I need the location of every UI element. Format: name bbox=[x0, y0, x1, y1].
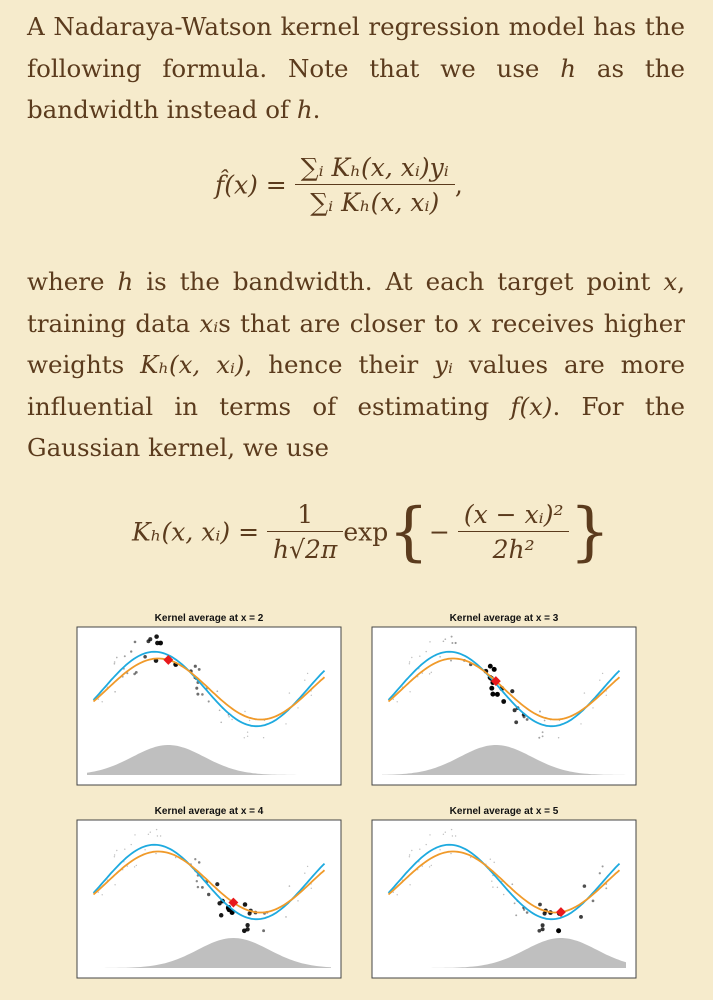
training-point bbox=[497, 887, 498, 888]
training-point bbox=[599, 872, 601, 874]
exponent-numerator: (x − xᵢ)² bbox=[463, 500, 564, 529]
training-point bbox=[219, 913, 224, 918]
training-point bbox=[198, 668, 201, 671]
kernel-average-plots bbox=[0, 605, 713, 1000]
training-point bbox=[606, 695, 607, 696]
training-point bbox=[526, 911, 529, 914]
training-point bbox=[429, 866, 430, 867]
training-point bbox=[491, 880, 492, 881]
exponent-fraction bbox=[458, 500, 570, 564]
training-point bbox=[514, 902, 516, 904]
training-point bbox=[124, 849, 125, 850]
training-point bbox=[157, 835, 158, 836]
formula-numerator: ∑ᵢ Kₕ(x, xᵢ)yᵢ bbox=[300, 153, 449, 182]
exp-label: exp bbox=[343, 517, 389, 547]
training-point bbox=[444, 638, 446, 640]
training-point bbox=[307, 673, 308, 674]
coefficient-numerator: 1 bbox=[297, 500, 314, 529]
training-point bbox=[304, 872, 305, 873]
training-point bbox=[556, 928, 561, 933]
training-point bbox=[102, 894, 103, 895]
training-point bbox=[155, 641, 160, 646]
training-point bbox=[397, 701, 398, 702]
training-point bbox=[134, 866, 135, 867]
training-point bbox=[249, 720, 250, 721]
training-point bbox=[231, 719, 232, 720]
training-point bbox=[207, 893, 210, 896]
training-point bbox=[490, 692, 495, 697]
training-point bbox=[501, 699, 506, 704]
training-point bbox=[599, 680, 600, 681]
intro-text: as the bandwidth instead of bbox=[27, 53, 685, 124]
explanation-text: , hence their bbox=[244, 350, 435, 379]
training-point bbox=[297, 707, 298, 708]
training-point bbox=[429, 673, 430, 674]
training-point bbox=[419, 849, 420, 850]
symbol-h: h bbox=[296, 95, 313, 124]
left-brace: { bbox=[388, 495, 429, 569]
training-point bbox=[285, 723, 286, 724]
training-point bbox=[537, 929, 541, 933]
training-point bbox=[419, 655, 420, 656]
training-point bbox=[580, 723, 581, 724]
training-point bbox=[592, 707, 593, 708]
training-point bbox=[490, 858, 491, 859]
training-point bbox=[150, 832, 151, 833]
explanation-text: is the bandwidth. At each target point bbox=[133, 267, 664, 296]
training-point bbox=[539, 711, 541, 713]
training-point bbox=[285, 916, 287, 918]
training-point bbox=[510, 689, 514, 693]
training-point bbox=[307, 866, 308, 867]
training-point bbox=[514, 720, 518, 724]
training-point bbox=[451, 829, 452, 830]
training-point bbox=[431, 672, 432, 673]
training-point bbox=[194, 858, 196, 860]
training-point bbox=[243, 902, 248, 907]
training-point bbox=[114, 884, 115, 885]
training-point bbox=[101, 701, 102, 702]
training-point bbox=[409, 884, 410, 885]
explanation-text: . For the Gaussian kernel, we use bbox=[27, 391, 686, 462]
training-point bbox=[542, 731, 544, 733]
training-point bbox=[538, 737, 540, 739]
training-point bbox=[219, 709, 221, 711]
symbol-h: h bbox=[117, 267, 134, 296]
gaussian-kernel-formula bbox=[132, 495, 611, 569]
training-point bbox=[439, 656, 441, 658]
training-point bbox=[511, 883, 513, 885]
training-point bbox=[289, 885, 291, 887]
training-point bbox=[245, 923, 249, 927]
training-point bbox=[197, 886, 199, 888]
training-point bbox=[244, 711, 245, 712]
training-point bbox=[425, 651, 426, 652]
formula-denominator: ∑ᵢ Kₕ(x, xᵢ) bbox=[295, 184, 455, 217]
intro-paragraph bbox=[27, 6, 685, 131]
training-point bbox=[220, 721, 222, 723]
kernel-coefficient bbox=[267, 500, 343, 564]
training-point bbox=[160, 835, 161, 836]
training-point bbox=[492, 886, 493, 887]
training-point bbox=[450, 660, 452, 662]
explanation-paragraph bbox=[27, 261, 685, 469]
training-point bbox=[409, 856, 410, 857]
training-point bbox=[143, 655, 147, 659]
training-point bbox=[136, 865, 137, 866]
panel-title: Kernel average at x = 3 bbox=[449, 613, 559, 624]
training-point bbox=[116, 850, 117, 851]
training-point bbox=[429, 641, 430, 642]
symbol-kernel: Kₕ(x, xᵢ) bbox=[140, 350, 245, 379]
explanation-text: values are more influential in terms of estimating bbox=[27, 350, 685, 421]
training-point bbox=[131, 844, 132, 845]
training-point bbox=[450, 853, 451, 854]
training-point bbox=[583, 884, 587, 888]
symbol-yi: yᵢ bbox=[434, 350, 453, 379]
training-point bbox=[544, 720, 546, 722]
training-point bbox=[114, 691, 116, 693]
training-point bbox=[155, 853, 156, 854]
training-point bbox=[195, 687, 198, 690]
training-point bbox=[429, 834, 430, 835]
training-point bbox=[538, 903, 542, 907]
training-point bbox=[513, 708, 517, 712]
training-point bbox=[515, 914, 517, 916]
training-point bbox=[492, 667, 497, 672]
plot-panel bbox=[77, 613, 341, 785]
training-point bbox=[592, 900, 595, 903]
plot-panel bbox=[372, 613, 636, 785]
plot-panel bbox=[372, 806, 636, 978]
training-point bbox=[451, 636, 453, 638]
training-point bbox=[144, 849, 145, 850]
intro-text: . bbox=[312, 95, 321, 124]
explanation-text: s that are closer to bbox=[218, 308, 469, 338]
exponent-denominator: 2h² bbox=[458, 531, 570, 564]
training-point bbox=[526, 718, 529, 721]
explanation-text: where bbox=[27, 267, 118, 296]
training-point bbox=[311, 888, 312, 889]
training-point bbox=[503, 894, 505, 896]
training-point bbox=[116, 657, 118, 659]
training-point bbox=[495, 692, 500, 697]
training-point bbox=[397, 894, 398, 895]
training-point bbox=[228, 716, 230, 718]
training-point bbox=[602, 673, 603, 674]
training-point bbox=[579, 915, 583, 919]
training-point bbox=[411, 657, 412, 658]
training-point bbox=[154, 634, 159, 639]
training-point bbox=[452, 835, 453, 836]
training-point bbox=[148, 834, 149, 835]
formula-comma: , bbox=[454, 170, 463, 200]
training-point bbox=[289, 692, 290, 693]
training-point bbox=[558, 737, 559, 738]
training-point bbox=[409, 661, 410, 662]
training-point bbox=[489, 686, 494, 691]
training-point bbox=[445, 832, 446, 833]
training-point bbox=[244, 737, 245, 738]
panel-title: Kernel average at x = 2 bbox=[154, 613, 264, 624]
training-point bbox=[245, 927, 249, 931]
symbol-fx: f(x) bbox=[510, 391, 553, 421]
training-point bbox=[443, 834, 444, 835]
training-point bbox=[215, 882, 219, 886]
panel-title: Kernel average at x = 5 bbox=[449, 806, 559, 817]
training-point bbox=[411, 850, 412, 851]
kernel-lhs: Kₕ(x, xᵢ) = bbox=[132, 517, 260, 547]
training-point bbox=[194, 665, 197, 668]
training-point bbox=[247, 732, 248, 733]
training-point bbox=[541, 927, 545, 931]
formula-fraction bbox=[295, 153, 455, 217]
panel-title: Kernel average at x = 4 bbox=[154, 806, 264, 817]
training-point bbox=[493, 862, 494, 863]
training-point bbox=[216, 690, 218, 692]
training-point bbox=[124, 655, 126, 657]
training-point bbox=[426, 844, 427, 845]
nw-formula bbox=[215, 153, 463, 217]
training-point bbox=[208, 700, 210, 702]
training-point bbox=[311, 695, 312, 696]
training-point bbox=[263, 737, 264, 738]
training-point bbox=[262, 929, 265, 932]
training-point bbox=[605, 887, 607, 889]
training-point bbox=[134, 834, 135, 835]
training-point bbox=[198, 861, 201, 864]
minus-sign: − bbox=[428, 517, 450, 547]
training-point bbox=[217, 901, 221, 905]
training-point bbox=[134, 641, 137, 644]
training-point bbox=[488, 664, 493, 669]
training-point bbox=[201, 693, 204, 696]
training-point bbox=[304, 680, 305, 681]
plot-panel bbox=[77, 806, 341, 978]
symbol-x: x bbox=[468, 308, 482, 338]
training-point bbox=[409, 691, 410, 692]
training-point bbox=[541, 923, 545, 927]
training-point bbox=[133, 673, 136, 676]
training-point bbox=[455, 642, 457, 644]
training-point bbox=[146, 639, 150, 643]
training-point bbox=[196, 693, 199, 696]
training-point bbox=[297, 900, 298, 901]
training-point bbox=[196, 880, 198, 882]
explanation-text: , training data bbox=[27, 267, 685, 338]
training-point bbox=[247, 736, 248, 737]
training-point bbox=[584, 692, 585, 693]
training-point bbox=[409, 663, 410, 664]
symbol-x: x bbox=[663, 267, 678, 296]
training-point bbox=[470, 857, 471, 858]
training-point bbox=[451, 642, 453, 644]
training-point bbox=[114, 663, 116, 665]
training-point bbox=[130, 650, 132, 652]
training-point bbox=[439, 849, 440, 850]
intro-text: A Nadaraya-Watson kernel regression model has the following formula. Note that we use bbox=[27, 12, 685, 83]
training-point bbox=[455, 835, 456, 836]
training-point bbox=[542, 735, 544, 737]
training-point bbox=[114, 661, 116, 663]
right-brace: } bbox=[569, 495, 611, 569]
training-point bbox=[431, 865, 432, 866]
explanation-text: receives higher weights bbox=[27, 308, 686, 379]
symbol-h: h bbox=[560, 53, 577, 83]
training-point bbox=[114, 856, 115, 857]
training-point bbox=[156, 829, 157, 830]
training-point bbox=[409, 854, 410, 855]
coefficient-denominator: h√2π bbox=[267, 531, 343, 564]
symbol-xi: xᵢ bbox=[199, 308, 219, 338]
training-point bbox=[443, 640, 445, 642]
training-point bbox=[602, 865, 604, 867]
formula-lhs: f̂(x) = bbox=[215, 170, 287, 200]
training-point bbox=[201, 886, 204, 889]
training-point bbox=[114, 854, 115, 855]
